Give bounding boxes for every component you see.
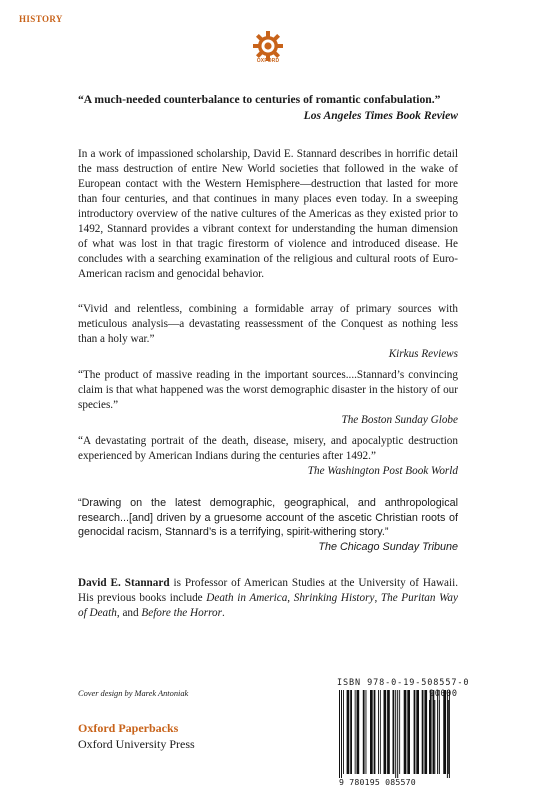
bio-separator: ,	[287, 592, 294, 604]
book-description: In a work of impassioned scholarship, David E. Stannard describes in horrific detail the mass destruction of entire New World societies that followed in the wake of European contact with the Western Hemisphere—destruction that lasted for more than four centuries, and that continues in many places even today. In a sweeping introductory overview of the native cultures of the Americas as they existed prior to 1492, Stannard provides a vibrant context for understanding the human dimension of what was lost in that tragic firestorm of violence and introduced disease. He concludes with a searching examination of the religious and cultural roots of Euro-American racism and genocidal behavior.	[78, 148, 458, 280]
review-source: The Boston Sunday Globe	[341, 414, 458, 426]
review-chicago-tribune	[78, 496, 458, 554]
barcode-bar	[370, 690, 373, 774]
barcode-bar	[350, 690, 352, 774]
barcode-bar	[355, 690, 356, 774]
description-block	[78, 147, 458, 282]
barcode-bar	[439, 700, 440, 774]
bio-text: is Professor of American Studies at the University of Hawaii. His previous books include	[78, 577, 458, 604]
imprint-series: Oxford Paperbacks	[78, 721, 179, 735]
barcode-bar	[380, 690, 381, 774]
review-boston-globe	[78, 368, 458, 428]
author-bio	[78, 576, 458, 621]
barcode-bar	[447, 690, 448, 778]
barcode-ean-digits: 9 780195 085570	[339, 777, 416, 787]
barcode-bar	[347, 690, 350, 774]
imprint-press: Oxford University Press	[78, 737, 195, 751]
barcode	[337, 678, 470, 790]
barcode-bar	[378, 690, 379, 774]
imprint-block	[78, 720, 195, 752]
book-title: Before the Horror	[141, 607, 222, 619]
barcode-bar	[363, 690, 365, 774]
book-title: The Puritan Way of Death	[78, 592, 458, 619]
barcode-bar	[407, 690, 410, 774]
review-text: “Vivid and relentless, combining a formidable array of primary sources with meticulous analysis—a devastating reassessment of the Conquest as nothing less than a holy war.”	[78, 303, 458, 345]
lead-quote-block	[78, 92, 458, 124]
barcode-bar	[343, 690, 344, 774]
barcode-bar	[387, 690, 390, 774]
barcode-bar	[393, 690, 395, 774]
book-title: Death in America	[206, 592, 288, 604]
review-kirkus	[78, 302, 458, 362]
barcode-bar	[374, 690, 376, 774]
review-source: The Chicago Sunday Tribune	[318, 540, 458, 553]
barcode-bar	[341, 690, 342, 778]
category-label: HISTORY	[19, 14, 63, 24]
barcode-bar	[397, 690, 398, 778]
review-source: Kirkus Reviews	[388, 348, 458, 360]
barcode-bar	[339, 690, 340, 778]
barcode-bar	[422, 690, 424, 774]
barcode-bar	[414, 690, 416, 774]
barcode-bar	[399, 690, 400, 774]
barcode-bar	[437, 690, 438, 774]
barcode-bar	[395, 690, 396, 778]
barcode-bar	[357, 690, 360, 774]
isbn-label: ISBN 978-0-19-508557-0	[337, 678, 470, 688]
publisher-mark: OXFORD	[256, 58, 280, 64]
review-text: “Drawing on the latest demographic, geographical, and anthropological research...[and] driven by a gruesome account of the ascetic Christian roots of genocidal racism, Stannard’s is a terrifying, spirit-withering story.”	[78, 497, 458, 539]
barcode-bar	[433, 690, 435, 774]
bio-end: .	[221, 607, 225, 619]
barcode-bar	[449, 690, 450, 778]
author-bio-text	[78, 576, 458, 621]
review-text: “The product of massive reading in the important sources....Stannard’s convincing claim is that what happened was the worst demographic disaster in the history of our species.”	[78, 369, 458, 411]
bio-separator: ,	[374, 592, 381, 604]
barcode-bar	[404, 690, 407, 774]
review-washington-post	[78, 434, 458, 479]
barcode-bar	[416, 690, 419, 774]
barcode-addon-digits: 90000	[429, 689, 458, 699]
barcode-bar	[366, 690, 367, 774]
lead-quote: “A much-needed counterbalance to centuries of romantic confabulation.”	[78, 93, 441, 106]
lead-quote-source: Los Angeles Times Book Review	[303, 109, 458, 122]
review-source: The Washington Post Book World	[307, 465, 458, 477]
author-name: David E. Stannard	[78, 577, 170, 589]
barcode-bar	[424, 690, 427, 774]
bio-separator: , and	[116, 607, 142, 619]
barcode-bar	[429, 700, 431, 774]
book-title: Shrinking History	[293, 592, 375, 604]
review-text: “A devastating portrait of the death, disease, misery, and apocalyptic destruction experienced by American Indians during the centuries after 1492.”	[78, 435, 458, 462]
barcode-bar	[434, 700, 435, 774]
barcode-bar	[443, 700, 444, 774]
barcode-bar	[384, 690, 387, 774]
barcode-bar	[448, 700, 449, 774]
cover-credit: Cover design by Marek Antoniak	[78, 689, 189, 698]
